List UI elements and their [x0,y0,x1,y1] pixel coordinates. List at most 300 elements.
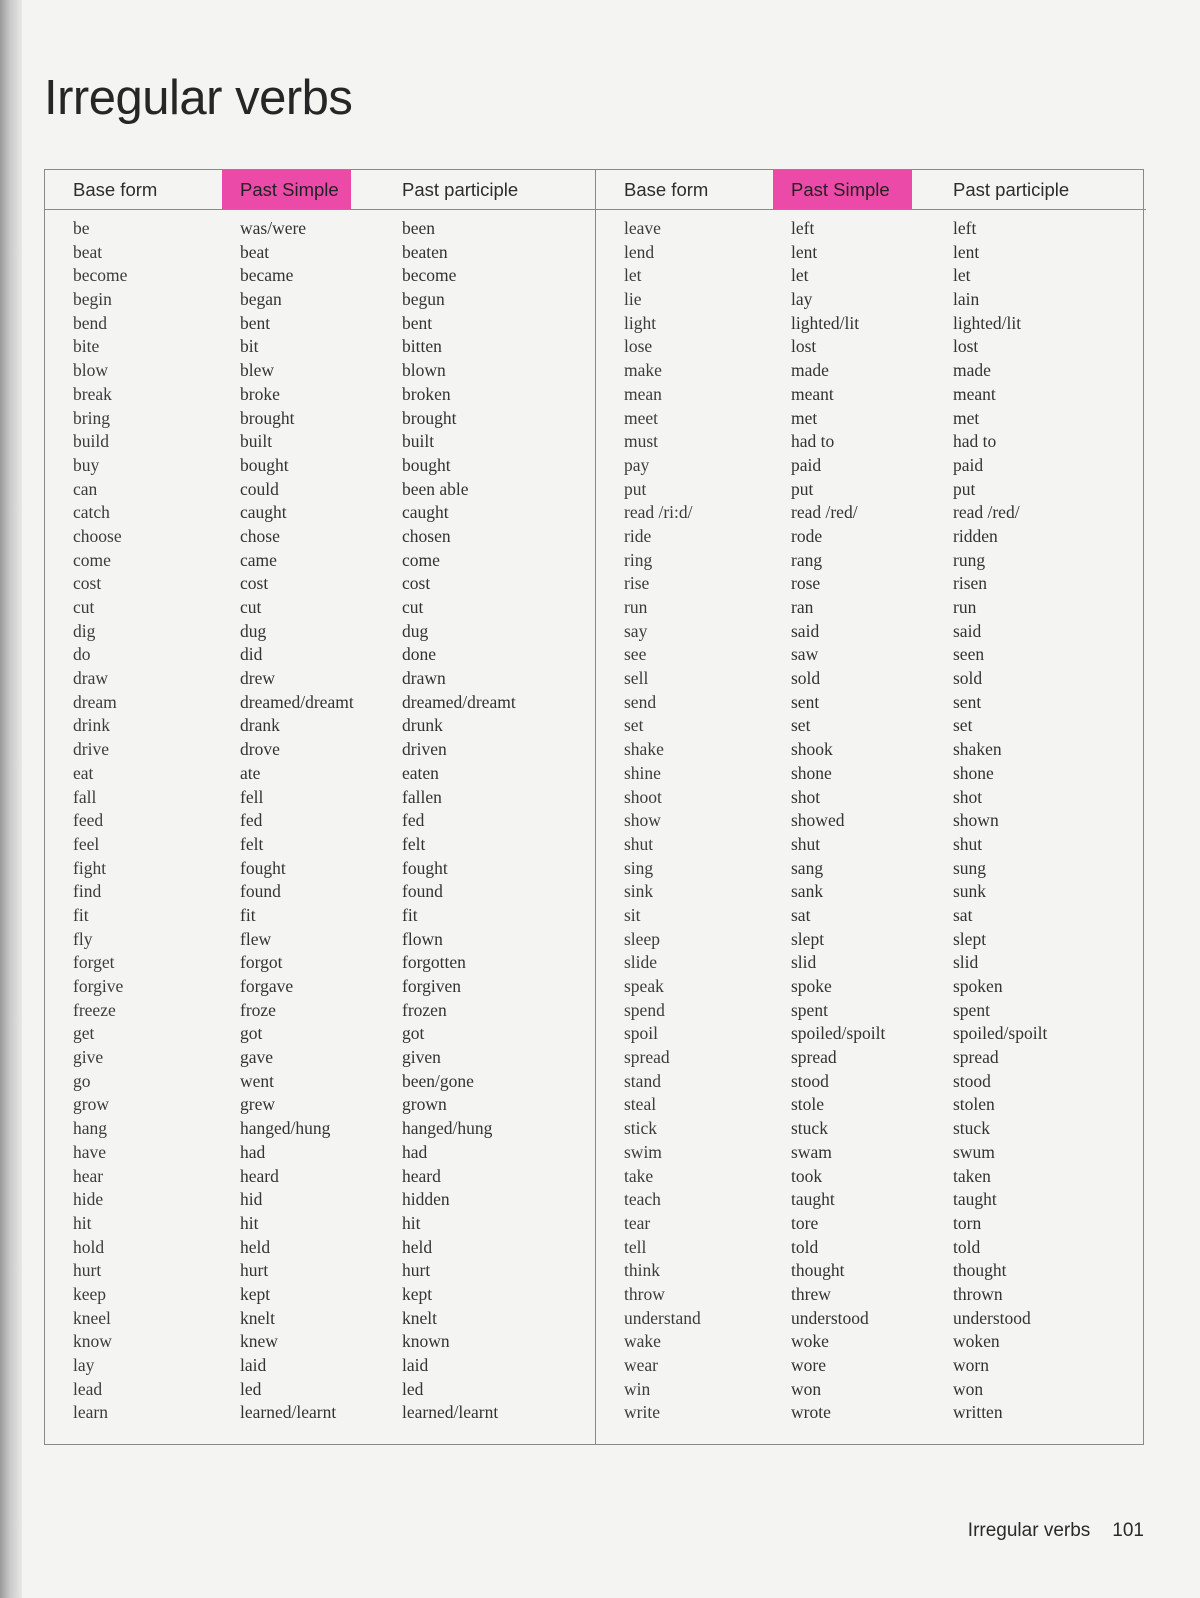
cell-past-participle: run [953,597,977,617]
irregular-verbs-table [44,169,1144,1445]
cell-base-form: build [73,431,109,452]
cell-base-form: take [624,1165,654,1186]
table-right-half [595,170,1146,1444]
cell-past-simple: became [240,265,294,286]
cell-past-simple: thought [791,1260,845,1281]
cell-base-form: forget [73,952,115,973]
cell-past-simple: beat [240,241,270,262]
table-row [45,975,595,999]
cell-past-participle: read /red/ [953,502,1020,523]
cell-past-participle: shot [953,786,983,807]
table-row [596,1141,1146,1165]
cell-past-simple: set [791,715,811,736]
cell-past-participle: done [402,644,437,665]
table-row [596,383,1146,407]
cell-past-participle: met [953,407,980,428]
cell-base-form: put [624,478,647,499]
cell-past-simple: told [791,1236,819,1257]
cell-base-form: give [73,1047,104,1068]
table-row [45,1283,595,1307]
cell-past-participle: flown [402,928,443,949]
cell-base-form: freeze [73,999,116,1020]
cell-past-simple: lay [791,289,813,310]
cell-past-participle: seen [953,644,985,665]
cell-past-participle: held [402,1236,433,1257]
table-row [596,1330,1146,1354]
cell-past-participle: bitten [402,336,442,357]
cell-past-participle: sat [953,904,973,925]
cell-past-participle: thrown [953,1283,1003,1304]
cell-past-simple: fed [240,810,263,831]
cell-past-simple: dug [240,620,267,641]
cell-past-simple: met [791,407,818,428]
cell-base-form: bend [73,312,108,333]
cell-past-participle: hurt [402,1260,431,1281]
cell-past-participle: built [402,431,435,452]
cell-past-participle: taken [953,1165,991,1186]
cell-past-simple: sat [791,904,811,925]
table-row [45,335,595,359]
cell-base-form: wake [624,1331,661,1352]
cell-past-simple: put [791,478,814,499]
cell-past-participle: paid [953,454,984,475]
cell-past-participle: slept [953,928,987,949]
cell-base-form: swim [624,1141,662,1162]
table-row [45,549,595,573]
cell-past-participle: sent [953,691,982,712]
book-binding-shadow [0,0,22,1598]
table-row [45,1378,595,1402]
cell-past-simple: learned/learnt [240,1402,337,1423]
table-row [596,596,1146,620]
table-row [45,762,595,786]
cell-past-simple: sang [791,857,824,878]
cell-past-simple: froze [240,999,276,1020]
cell-base-form: see [624,644,647,665]
cell-base-form: dream [73,691,117,712]
cell-base-form: cost [73,573,102,594]
table-row [45,1093,595,1117]
cell-past-participle: written [953,1402,1003,1423]
cell-base-form: speak [624,976,664,996]
cell-past-participle: become [402,265,457,286]
table-row [596,241,1146,265]
cell-base-form: win [624,1378,651,1399]
cell-past-simple: ate [240,762,261,783]
cell-past-simple: hurt [240,1260,269,1281]
table-body-left [45,217,595,1425]
table-row [596,1070,1146,1094]
cell-past-simple: lent [791,241,818,262]
cell-base-form: eat [73,762,94,783]
table-body-right [596,217,1146,1425]
cell-past-participle: lighted/lit [953,312,1022,333]
cell-base-form: ride [624,525,652,546]
cell-past-simple: paid [791,454,822,475]
cell-past-simple: laid [240,1355,267,1375]
cell-base-form: let [624,265,642,286]
cell-past-simple: came [240,549,277,570]
cell-base-form: sing [624,857,654,878]
cell-base-form: get [73,1023,95,1044]
table-row [596,549,1146,573]
cell-past-participle: made [953,360,991,381]
cell-base-form: have [73,1141,107,1162]
cell-past-participle: led [402,1378,424,1399]
table-row [45,1022,595,1046]
cell-past-simple: went [240,1070,275,1091]
cell-base-form: ring [624,549,653,570]
table-row [45,264,595,288]
cell-past-participle: knelt [402,1307,437,1328]
cell-base-form: forgive [73,976,124,996]
table-header-right [596,170,1146,210]
table-row [596,809,1146,833]
cell-past-participle: caught [402,502,449,523]
cell-base-form: lose [624,336,653,357]
cell-past-simple: broke [240,383,280,404]
table-row [45,1236,595,1260]
cell-base-form: sell [624,668,649,689]
cell-base-form: spend [624,999,665,1020]
table-row [596,217,1146,241]
cell-past-participle: stolen [953,1094,995,1115]
cell-past-participle: slid [953,952,979,973]
cell-base-form: become [73,265,128,286]
cell-past-simple: threw [791,1283,831,1304]
cell-past-simple: could [240,478,279,499]
table-row [596,1022,1146,1046]
cell-base-form: wear [624,1355,659,1375]
cell-past-simple: led [240,1378,262,1399]
cell-past-participle: had [402,1141,428,1162]
table-row [45,359,595,383]
cell-base-form: drive [73,739,109,760]
cell-past-simple: drank [240,715,280,736]
cell-base-form: make [624,360,662,381]
cell-past-simple: built [240,431,273,452]
cell-past-participle: fed [402,810,425,831]
cell-base-form: steal [624,1094,657,1115]
cell-past-simple: took [791,1165,823,1186]
cell-base-form: hear [73,1165,104,1186]
cell-base-form: bite [73,336,100,357]
cell-base-form: leave [624,218,661,238]
cell-past-participle: laid [402,1355,429,1375]
cell-base-form: mean [624,383,662,404]
cell-past-participle: shut [953,833,983,854]
table-row [596,1117,1146,1141]
cell-past-participle: dreamed/dreamt [402,691,516,712]
cell-base-form: teach [624,1189,661,1210]
table-row [45,1117,595,1141]
cell-past-simple: fell [240,786,264,807]
table-row [596,454,1146,478]
table-row [596,1165,1146,1189]
cell-past-participle: got [402,1023,425,1044]
table-row [45,738,595,762]
cell-past-participle: forgotten [402,952,466,973]
cell-past-simple: won [791,1378,822,1399]
table-row [45,951,595,975]
cell-past-participle: lain [953,289,980,310]
cell-past-simple: lost [791,336,817,357]
cell-past-participle: broken [402,383,451,404]
cell-past-participle: spoiled/spoilt [953,1023,1048,1044]
cell-base-form: lend [624,241,655,262]
cell-past-simple: meant [791,383,834,404]
cell-base-form: throw [624,1283,665,1304]
table-row [596,1259,1146,1283]
table-row [596,288,1146,312]
table-row [596,1212,1146,1236]
cell-past-participle: left [953,218,977,238]
cell-past-participle: stood [953,1070,991,1091]
cell-past-simple: blew [240,360,275,381]
cell-past-simple: slept [791,928,825,949]
cell-past-simple: spoiled/spoilt [791,1023,886,1044]
cell-past-simple: sent [791,691,820,712]
cell-past-participle: spent [953,999,990,1020]
cell-past-participle: hidden [402,1189,450,1210]
header-base-form: Base form [624,179,709,200]
cell-base-form: send [624,691,657,712]
table-row [45,1212,595,1236]
cell-past-participle: sung [953,857,987,878]
cell-past-participle: driven [402,739,447,760]
cell-past-simple: taught [791,1189,835,1210]
table-row [45,572,595,596]
table-row [596,1354,1146,1378]
table-row [596,975,1146,999]
cell-past-simple: spread [791,1047,837,1068]
table-row [45,620,595,644]
cell-base-form: say [624,620,648,641]
cell-past-participle: taught [953,1189,997,1210]
table-row [45,928,595,952]
footer-label: Irregular verbs [967,1520,1091,1541]
table-row [596,667,1146,691]
cell-base-form: sleep [624,928,660,949]
cell-past-participle: sunk [953,881,987,902]
table-row [596,1236,1146,1260]
table-row [45,714,595,738]
table-row [45,1070,595,1094]
cell-base-form: set [624,715,644,736]
cell-past-participle: beaten [402,241,448,262]
cell-past-simple: cut [240,597,262,617]
table-row [596,691,1146,715]
table-row [45,1330,595,1354]
cell-past-simple: cost [240,573,269,594]
cell-base-form: tell [624,1236,647,1257]
cell-past-simple: forgot [240,952,283,973]
cell-base-form: fall [73,786,97,807]
cell-past-simple: heard [240,1165,279,1186]
cell-base-form: drink [73,715,110,736]
cell-past-simple: drove [240,739,280,760]
cell-past-simple: chose [240,525,280,546]
cell-past-simple: did [240,644,263,665]
table-row [45,407,595,431]
cell-base-form: catch [73,502,110,523]
cell-past-participle: found [402,881,443,902]
cell-past-participle: dug [402,620,429,641]
cell-past-participle: blown [402,360,446,381]
cell-base-form: read /ri:d/ [624,502,693,523]
cell-base-form: hold [73,1236,105,1257]
cell-past-simple: shot [791,786,821,807]
cell-past-participle: been [402,218,436,238]
cell-past-participle: brought [402,407,457,428]
cell-base-form: lay [73,1355,95,1375]
cell-past-simple: stuck [791,1118,828,1139]
cell-past-simple: began [240,289,282,310]
table-row [596,999,1146,1023]
table-row [596,1093,1146,1117]
cell-past-participle: swum [953,1141,995,1162]
cell-base-form: show [624,810,661,831]
cell-base-form: shoot [624,786,662,807]
table-row [596,478,1146,502]
table-row [596,951,1146,975]
page-footer [968,1520,1144,1542]
table-header-left [45,170,595,210]
cell-base-form: buy [73,454,100,475]
cell-past-participle: eaten [402,762,439,783]
cell-past-participle: sold [953,668,983,689]
cell-past-simple: made [791,360,829,381]
cell-past-simple: dreamed/dreamt [240,691,354,712]
cell-past-participle: had to [953,431,997,452]
cell-base-form: fit [73,904,89,925]
table-row [45,1354,595,1378]
table-row [45,430,595,454]
table-row [45,643,595,667]
table-row [45,596,595,620]
cell-past-simple: sank [791,881,824,902]
table-row [45,1046,595,1070]
cell-base-form: blow [73,360,108,381]
cell-base-form: dig [73,620,96,641]
cell-past-simple: shone [791,762,832,783]
cell-base-form: grow [73,1094,109,1115]
cell-base-form: shake [624,739,664,760]
cell-past-simple: wrote [791,1402,831,1423]
table-row [45,1165,595,1189]
cell-past-participle: fought [402,857,448,878]
cell-base-form: think [624,1260,660,1281]
cell-base-form: feed [73,810,104,831]
cell-past-simple: hanged/hung [240,1118,331,1139]
cell-past-simple: was/were [240,218,307,238]
cell-past-participle: thought [953,1260,1007,1281]
header-past-simple: Past Simple [773,170,912,209]
cell-base-form: fight [73,857,107,878]
cell-base-form: run [624,597,648,617]
cell-past-participle: been able [402,478,469,499]
cell-past-participle: come [402,549,440,570]
cell-past-participle: hit [402,1212,421,1233]
table-row [45,478,595,502]
cell-past-simple: knew [240,1331,278,1352]
cell-base-form: stand [624,1070,661,1091]
cell-base-form: do [73,644,91,665]
table-row [596,525,1146,549]
cell-past-participle: fit [402,904,418,925]
cell-base-form: write [624,1402,660,1423]
cell-past-participle: lost [953,336,979,357]
cell-base-form: sit [624,904,641,925]
cell-base-form: hide [73,1189,104,1210]
header-past-participle: Past participle [953,179,1070,200]
table-row [45,383,595,407]
cell-base-form: hit [73,1212,92,1233]
table-row [596,786,1146,810]
cell-base-form: slide [624,952,658,973]
cell-past-simple: stood [791,1070,829,1091]
cell-past-participle: torn [953,1212,982,1233]
cell-base-form: hang [73,1118,108,1139]
cell-past-participle: shone [953,762,994,783]
cell-base-form: pay [624,454,650,475]
cell-past-participle: set [953,715,973,736]
cell-past-participle: begun [402,289,445,310]
cell-past-participle: known [402,1331,450,1352]
cell-past-participle: rung [953,549,986,570]
cell-past-simple: got [240,1023,263,1044]
cell-past-simple: brought [240,407,295,428]
header-past-simple: Past Simple [222,170,351,209]
table-row [596,880,1146,904]
cell-past-simple: knelt [240,1307,275,1328]
table-row [45,1307,595,1331]
cell-past-simple: forgave [240,976,294,996]
cell-base-form: fly [73,928,93,949]
cell-base-form: tear [624,1212,651,1233]
cell-past-participle: grown [402,1094,447,1115]
cell-past-simple: grew [240,1094,275,1115]
cell-base-form: rise [624,573,650,594]
cell-past-participle: hanged/hung [402,1118,493,1139]
cell-past-participle: cost [402,573,431,594]
cell-past-participle: stuck [953,1118,990,1139]
cell-past-participle: won [953,1378,984,1399]
cell-base-form: learn [73,1402,108,1423]
table-row [45,288,595,312]
cell-past-simple: let [791,265,809,286]
cell-base-form: draw [73,668,108,689]
cell-past-simple: lighted/lit [791,312,860,333]
cell-past-simple: drew [240,668,275,689]
table-row [596,501,1146,525]
cell-past-participle: kept [402,1283,433,1304]
cell-past-participle: shown [953,810,999,831]
table-row [45,1141,595,1165]
cell-base-form: can [73,478,98,499]
table-row [45,1259,595,1283]
cell-base-form: be [73,218,90,238]
cell-past-simple: rang [791,549,823,570]
page-title: Irregular verbs [44,71,353,125]
table-row [596,264,1146,288]
cell-past-simple: caught [240,502,287,523]
cell-past-simple: sold [791,668,821,689]
cell-base-form: come [73,549,111,570]
table-row [596,857,1146,881]
cell-base-form: shine [624,762,661,783]
cell-past-simple: felt [240,833,264,854]
